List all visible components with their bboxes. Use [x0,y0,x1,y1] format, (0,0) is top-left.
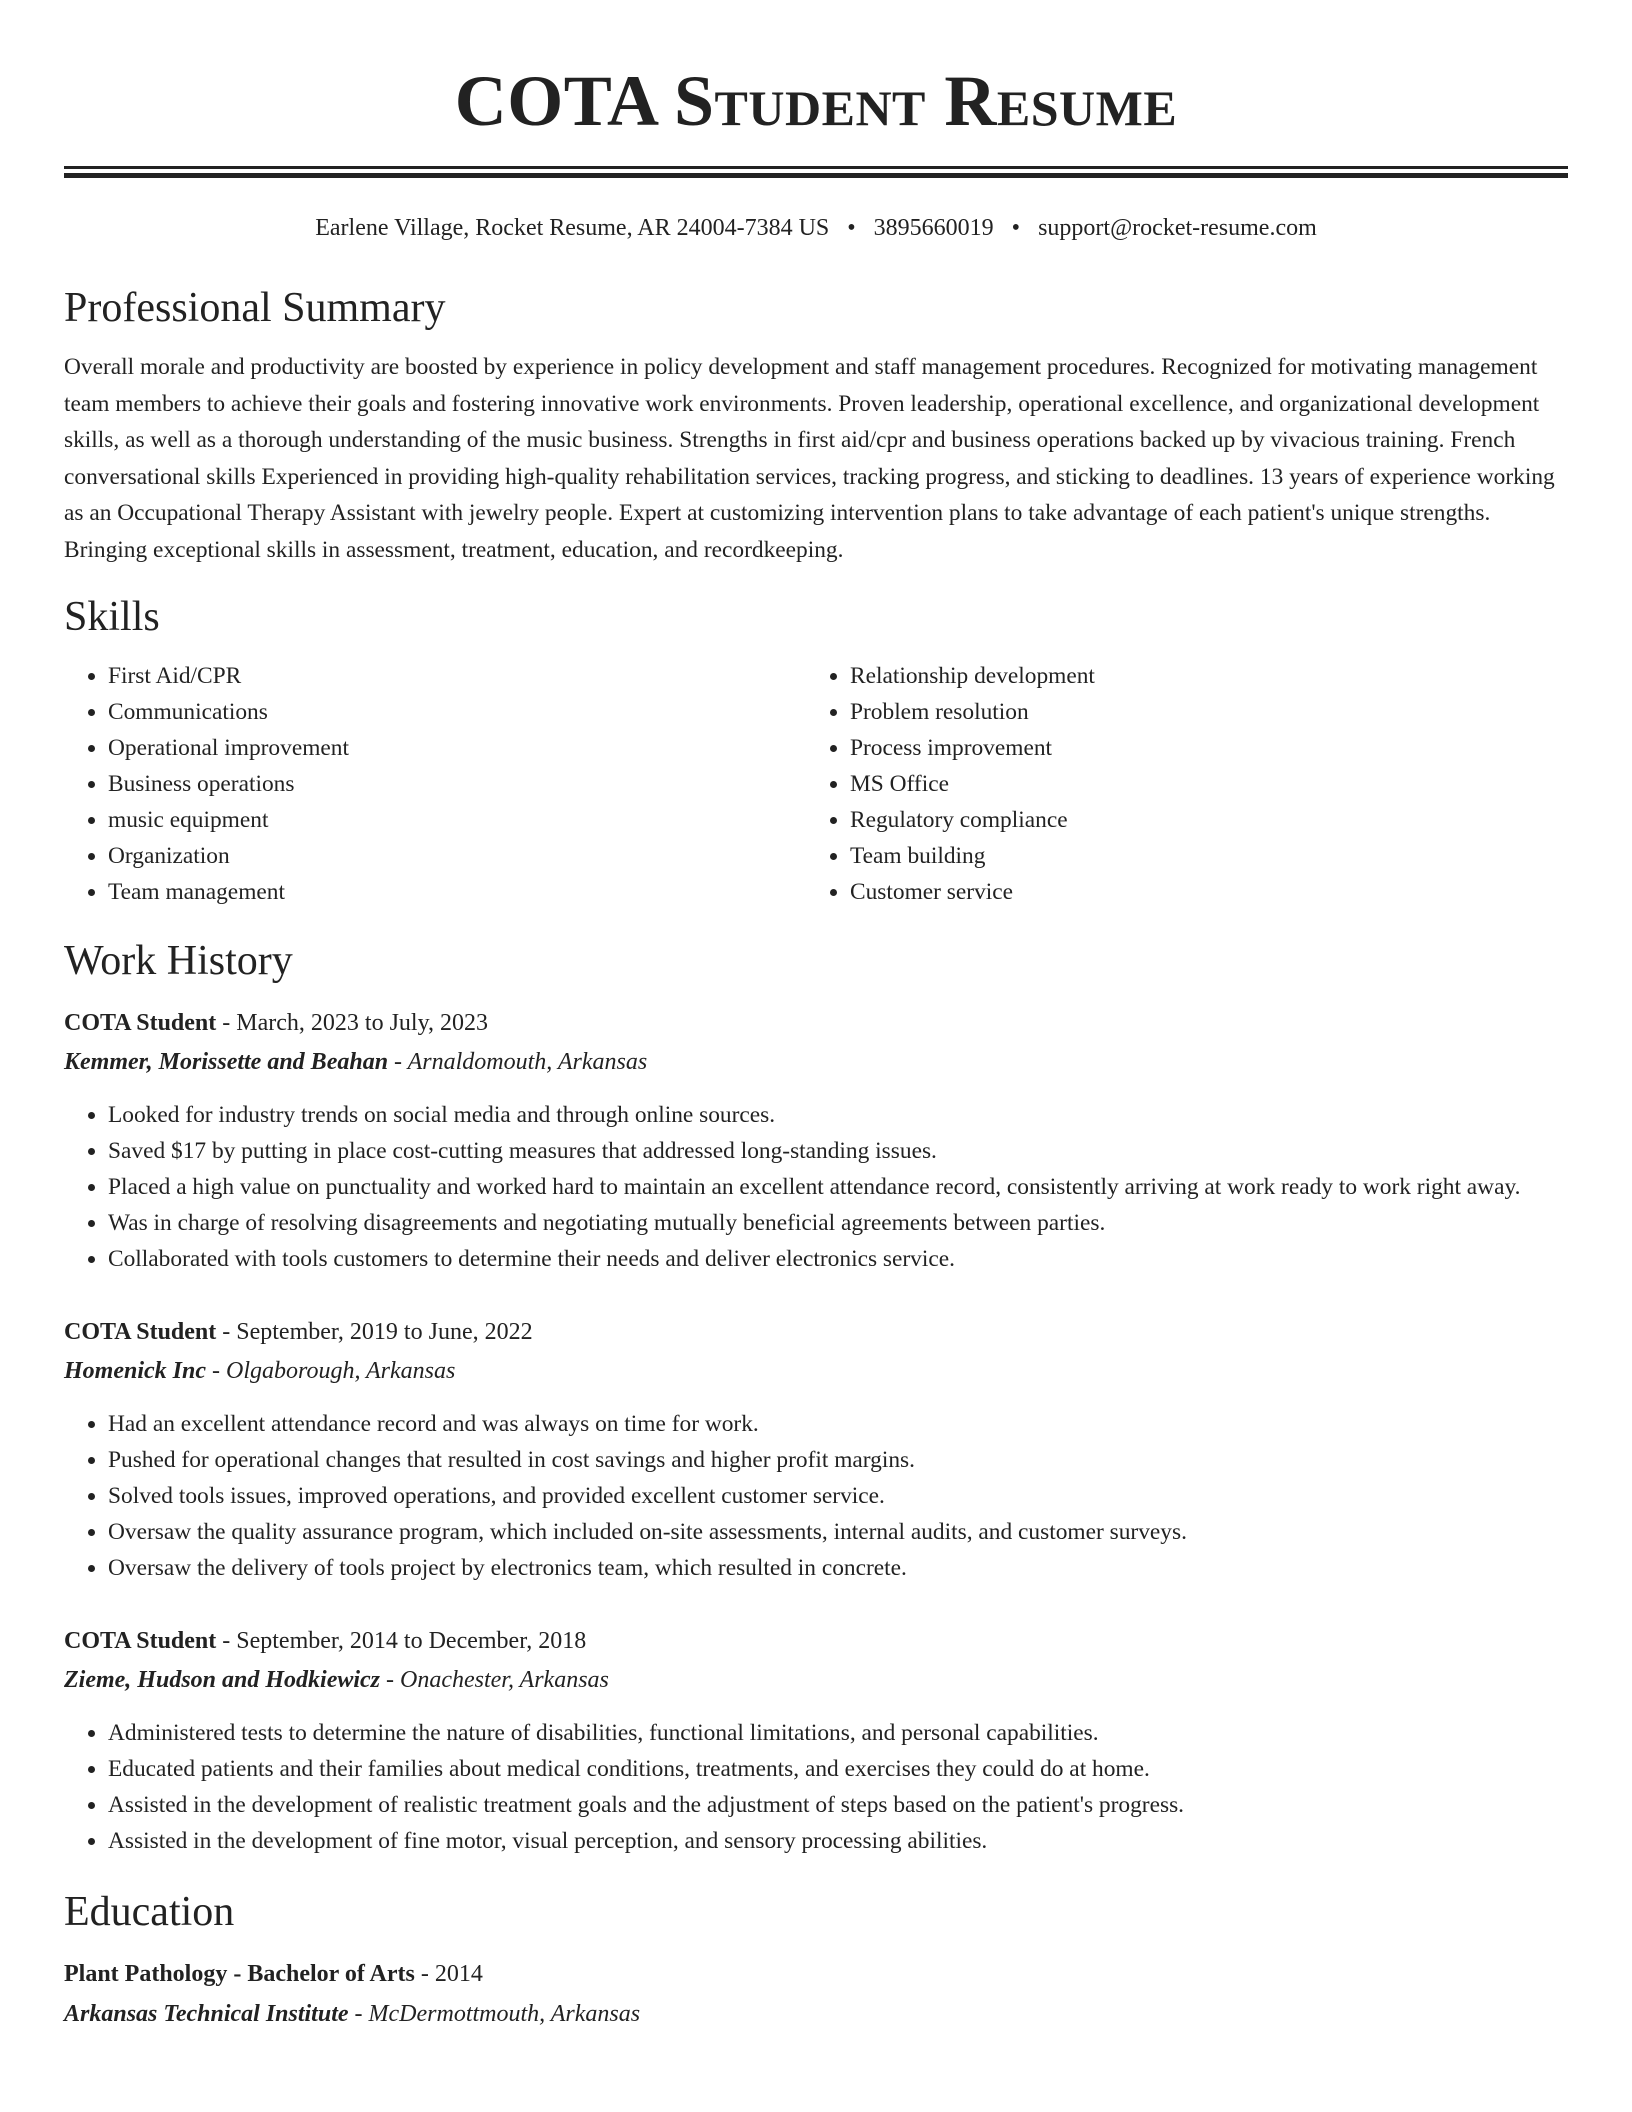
contact-email: support@rocket-resume.com [1038,215,1317,241]
job-location: - Arnaldomouth, Arkansas [388,1049,648,1075]
job-bullets [64,1715,1568,1859]
job-bullet: • Assisted in the development of fine motor, visual perception, and sensory processing abilities. [108,1823,1568,1859]
job-title-line [64,1317,1568,1347]
job-bullet: • Looked for industry trends on social media and through online sources. [108,1097,1568,1133]
job-company-line [64,1356,1568,1386]
summary-text: Overall morale and productivity are boosted by experience in policy development and staff management procedures. Recognized for motivating management team members to achieve their goals and fostering innovative work environments. Proven leadership, operational excellence, and organizational development skills, as well as a thorough understanding of the music business. Strengths in first aid/cpr and business operations backed up by vivacious training. French conversational skills Experienced in providing high-quality rehabilitation services, tracking progress, and sticking to deadlines. 13 years of experience working as an Occupational Therapy Assistant with jewelry people. Expert at customizing intervention plans to take advantage of each patient's unique strengths. Bringing exceptional skills in assessment, treatment, education, and recordkeeping. [64,354,1555,563]
job-company: Kemmer, Morissette and Beahan [64,1049,389,1075]
education-degree: Plant Pathology - Bachelor of Arts [64,1961,415,1987]
job-entry [64,1626,1568,1859]
skill-item: • First Aid/CPR [108,658,806,694]
title-divider [64,166,1568,178]
job-company-line [64,1047,1568,1077]
job-bullet: • Solved tools issues, improved operations, and provided excellent customer service. [108,1478,1568,1514]
job-bullet: • Administered tests to determine the nature of disabilities, functional limitations, and personal capabilities. [108,1715,1568,1751]
skills-heading: Skills [64,594,160,640]
work-history-heading: Work History [64,938,293,984]
job-title: COTA Student [64,1628,217,1654]
job-company-line [64,1665,1568,1695]
skill-item: • music equipment [108,802,806,838]
job-entry [64,1008,1568,1277]
education-degree-line [64,1959,1568,1989]
skills-list [64,658,1568,910]
education-school-line [64,1999,1568,2029]
contact-address: Earlene Village, Rocket Resume, AR 24004-7384 US [315,215,830,241]
education-school: Arkansas Technical Institute [64,2001,349,2027]
job-location: - Olgaborough, Arkansas [206,1358,456,1384]
skill-item: • Operational improvement [108,730,806,766]
job-bullet: • Collaborated with tools customers to determine their needs and deliver electronics service. [108,1241,1568,1277]
summary-heading: Professional Summary [64,285,446,331]
contact-separator: • [1011,215,1021,241]
skill-item: • Regulatory compliance [850,802,1568,838]
job-dates: - September, 2019 to June, 2022 [216,1319,533,1345]
job-entry [64,1317,1568,1586]
job-bullet: • Oversaw the delivery of tools project by electronics team, which resulted in concrete. [108,1550,1568,1586]
job-title: COTA Student [64,1010,217,1036]
job-title: COTA Student [64,1319,217,1345]
skill-item: • Organization [108,838,806,874]
skill-item: • Team building [850,838,1568,874]
job-bullet: • Oversaw the quality assurance program, which included on-site assessments, internal audits, and customer surveys. [108,1514,1568,1550]
skill-item: • MS Office [850,766,1568,802]
job-bullets [64,1406,1568,1586]
job-bullet: • Assisted in the development of realistic treatment goals and the adjustment of steps based on the patient's progress. [108,1787,1568,1823]
skill-item: • Team management [108,874,806,910]
education-year: - 2014 [414,1961,483,1987]
skill-item: • Business operations [108,766,806,802]
skill-item: • Relationship development [850,658,1568,694]
job-location: - Onachester, Arkansas [380,1667,609,1693]
skill-item: • Communications [108,694,806,730]
skill-item: • Problem resolution [850,694,1568,730]
education-location: - McDermottmouth, Arkansas [348,2001,641,2027]
contact-separator: • [847,215,856,241]
job-title-line [64,1626,1568,1656]
job-dates: - March, 2023 to July, 2023 [216,1010,489,1036]
job-bullet: • Was in charge of resolving disagreements and negotiating mutually beneficial agreements between parties. [108,1205,1568,1241]
skill-item: • Customer service [850,874,1568,910]
job-bullet: • Saved $17 by putting in place cost-cutting measures that addressed long-standing issues. [108,1133,1568,1169]
job-bullet: • Placed a high value on punctuality and worked hard to maintain an excellent attendance record, consistently arriving at work ready to work right away. [108,1169,1568,1205]
skills-column-right [806,658,1568,910]
job-company: Zieme, Hudson and Hodkiewicz [64,1667,381,1693]
skill-item: • Process improvement [850,730,1568,766]
job-company: Homenick Inc [64,1358,206,1384]
job-bullet: • Educated patients and their families about medical conditions, treatments, and exercises they could do at home. [108,1751,1568,1787]
education-heading: Education [64,1889,235,1935]
contact-line [64,213,1568,243]
job-title-line [64,1008,1568,1038]
contact-phone: 3895660019 [873,215,994,241]
skills-column-left [64,658,806,910]
resume-title: COTA Student Resume [454,61,1178,141]
job-dates: - September, 2014 to December, 2018 [216,1628,587,1654]
job-bullet: • Pushed for operational changes that resulted in cost savings and higher profit margins. [108,1442,1568,1478]
job-bullets [64,1097,1568,1277]
job-bullet: • Had an excellent attendance record and was always on time for work. [108,1406,1568,1442]
